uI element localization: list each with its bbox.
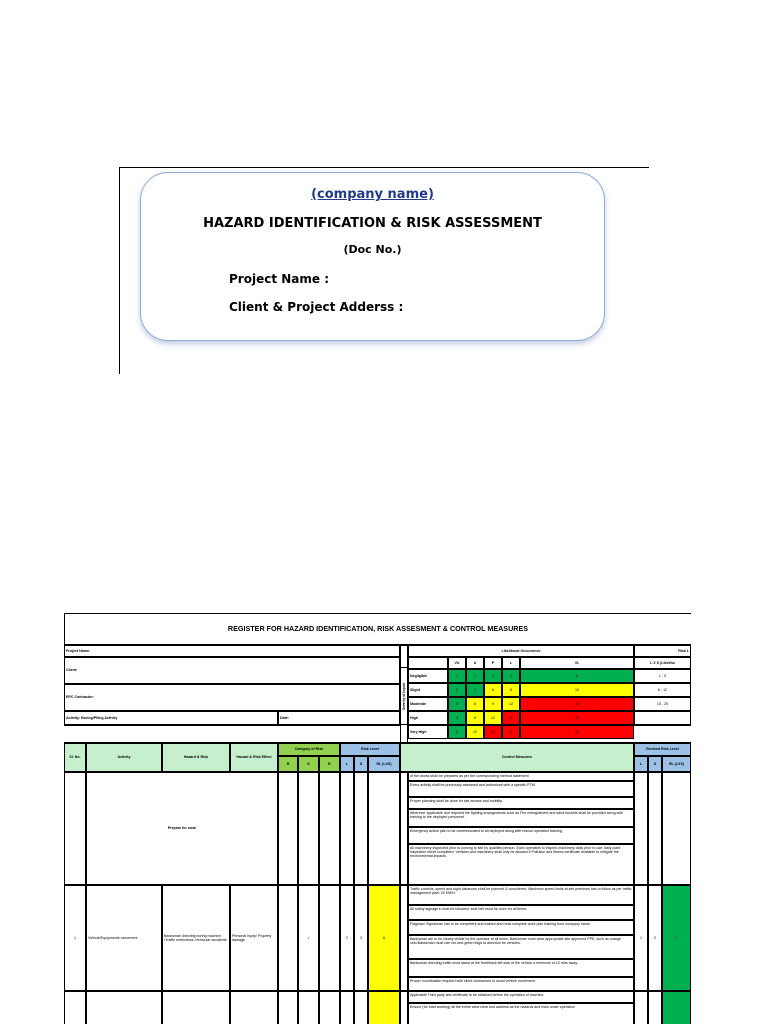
register-title: REGISTER FOR HAZARD IDENTIFICATION, RISK ASSESMENT & CONTROL MEASURES	[64, 614, 691, 644]
row2-control-0: Applicable Third party test certificate to be obtained before the operation of machine.	[408, 991, 634, 1003]
row0-control-0: of the works shall be prepared as per the corresponding method statement.	[408, 772, 634, 781]
risk-band-high: 15 - 25	[634, 697, 691, 711]
row2-e	[319, 991, 340, 1024]
row2-activity	[86, 991, 162, 1024]
col-risk-l: L	[340, 756, 354, 772]
matrix-cell-r4-c3: 20	[502, 725, 520, 739]
row2-s	[298, 991, 319, 1024]
row0-control-1: Every activity shall be previously assessed and authorized with a specific PTW.	[408, 781, 634, 797]
row2-rev-rl	[662, 991, 691, 1024]
client-cell: Client:	[64, 657, 400, 684]
col-activity: Activity	[86, 743, 162, 772]
row0-rev-l	[634, 772, 648, 885]
severity-row-negligible: Negligible	[408, 669, 448, 683]
matrix-cell-r0-c1: 2	[466, 669, 484, 683]
doc-number: (Doc No.)	[343, 243, 402, 256]
matrix-cell-r2-c3: 12	[502, 697, 520, 711]
row0-h	[278, 772, 298, 885]
matrix-cell-r4-c4: 25	[520, 725, 634, 739]
matrix-cell-r1-c2: 6	[484, 683, 502, 697]
col-revised-risk-level: Revised Risk Level	[634, 743, 691, 756]
row1-gutter	[400, 885, 408, 991]
col-category-h: H	[278, 756, 298, 772]
risk-band-empty-1	[634, 711, 691, 725]
likelihood-header: Likelihood Occurrence	[408, 645, 634, 657]
matrix-cell-r0-c2: 3	[484, 669, 502, 683]
risk-level-legend-header: Risk L	[634, 645, 691, 657]
likelihood-col-vu: VU	[448, 657, 466, 669]
project-name-label: Project Name :	[229, 272, 329, 286]
row1-control-1: All safety signage's must be followed, seat belt must be worn for all times.	[408, 905, 634, 920]
matrix-cell-r0-c3: 4	[502, 669, 520, 683]
row2-h	[278, 991, 298, 1024]
row2-sl-no	[64, 991, 86, 1024]
row1-s: √	[298, 885, 319, 991]
epc-contractor-cell: EPC Contractor:	[64, 684, 400, 711]
matrix-cell-r1-c0: 2	[448, 683, 466, 697]
client-address-label: Client & Project Adderss :	[229, 300, 404, 314]
row0-rev-rl	[662, 772, 691, 885]
document-title: HAZARD IDENTIFICATION & RISK ASSESSMENT	[203, 216, 542, 231]
row1-rl: 6	[368, 885, 400, 991]
matrix-corner	[408, 657, 448, 669]
row1-hazard: Banksman directing boring machine •Traffic restrictions •Vehicular accidents	[162, 885, 230, 991]
row1-control-0: Traffic controls, speed and sight distances shall be planned & considered. Maximum speed limits at site premises has to follow as per traffic management plan: 20 KM/H.	[408, 885, 634, 905]
col-control-measures: Control Measures	[400, 743, 634, 772]
col-revised-rl: RL (LXS)	[662, 756, 691, 772]
row0-s	[298, 772, 319, 885]
likelihood-col-vl: VL	[520, 657, 634, 669]
severity-row-high: High	[408, 711, 448, 725]
severity-axis-label: Severity of Impact	[400, 667, 408, 725]
row2-rev-s	[648, 991, 662, 1024]
row0-activity: Prepare for work	[86, 772, 278, 885]
row1-e	[319, 885, 340, 991]
row1-sv: 3	[354, 885, 368, 991]
col-revised-l: L	[634, 756, 648, 772]
matrix-cell-r0-c4: 5	[520, 669, 634, 683]
row1-effect: Personal injury/ Property damage	[230, 885, 278, 991]
matrix-cell-r3-c1: 8	[466, 711, 484, 725]
row0-control-2: Proper planning shall be done for site access and mobility.	[408, 797, 634, 809]
project-name-cell: Project Name:	[64, 645, 400, 657]
col-risk-rl: RL (LXS)	[368, 756, 400, 772]
row1-l: 2	[340, 885, 354, 991]
col-risk-level: Risk Level	[340, 743, 400, 756]
likelihood-col-u: U	[466, 657, 484, 669]
matrix-cell-r4-c0: 5	[448, 725, 466, 739]
activity-cell: Activity: Boring/Piling Activity	[64, 711, 278, 725]
likelihood-col-p: P	[484, 657, 502, 669]
company-name: (company name)	[311, 187, 434, 202]
row2-effect	[230, 991, 278, 1024]
matrix-cell-r1-c1: 4	[466, 683, 484, 697]
col-revised-s: S	[648, 756, 662, 772]
row1-control-2: Flagman/ Signalman has to be competent and trained and must complete work plan training from company name.	[408, 920, 634, 935]
row2-hazard	[162, 991, 230, 1024]
cover-left-border	[119, 168, 120, 374]
matrix-cell-r1-c4: 10	[520, 683, 634, 697]
risk-band-low: 1 - 5	[634, 669, 691, 683]
risk-bands-header: L X S (Likeliho	[634, 657, 691, 669]
row2-gutter	[400, 991, 408, 1024]
row2-rl	[368, 991, 400, 1024]
col-sl-no: Sl. No.	[64, 743, 86, 772]
matrix-cell-r3-c3: 16	[502, 711, 520, 725]
risk-band-medium: 6 - 12	[634, 683, 691, 697]
row0-control-4: Emergency action plan to be communicated to all deployed along with rescue operation training.	[408, 827, 634, 844]
row1-rev-s: 2	[648, 885, 662, 991]
matrix-cell-r2-c2: 9	[484, 697, 502, 711]
row1-control-3: Banksman are to be clearly visible by the operator at all times. Banksman must wear appropriate site approved PPE, such as orange vest.Banksman must use red and green flags to direction for vehicles.	[408, 935, 634, 959]
row1-activity: Vehicle/Equipments movement	[86, 885, 162, 991]
severity-row-very-high: Very High	[408, 725, 448, 739]
row1-rev-l: 1	[634, 885, 648, 991]
matrix-cell-r4-c2: 15	[484, 725, 502, 739]
matrix-cell-r4-c1: 10	[466, 725, 484, 739]
row1-rev-rl: 2	[662, 885, 691, 991]
severity-row-slight: Slight	[408, 683, 448, 697]
row1-sl-no: 1	[64, 885, 86, 991]
row1-control-5: Proper coordination required with client contractors to avoid vehicle movement.	[408, 977, 634, 991]
risk-register-sheet	[64, 613, 691, 1024]
row0-control-3: Wherever applicable and required fire fighting arrangements such as Fire extinguishers and sand buckets shall be provided along with training to the deployed personnel.	[408, 809, 634, 827]
row0-rev-s	[648, 772, 662, 885]
matrix-cell-r2-c0: 3	[448, 697, 466, 711]
cover-top-border	[119, 167, 649, 168]
col-hazard-risk: Hazard & Risk	[162, 743, 230, 772]
matrix-cell-r2-c1: 6	[466, 697, 484, 711]
matrix-cell-r2-c4: 15	[520, 697, 634, 711]
matrix-cell-r3-c4: 20	[520, 711, 634, 725]
severity-row-moderate: Moderate	[408, 697, 448, 711]
row1-h	[278, 885, 298, 991]
row2-sv	[354, 991, 368, 1024]
matrix-cell-r1-c3: 8	[502, 683, 520, 697]
row0-control-5: All machinery inspected prior to coming to site by qualified person. Each operators to inspect machinery daily prior to use; daily plant inspection sheet completed. Vehicles and machinery shall only be allowed if Pollution and fitness certificate available to mitigate the environmental impacts.	[408, 844, 634, 885]
row0-gutter	[400, 772, 408, 885]
date-cell: Date:	[278, 711, 400, 725]
row1-control-4: Banksman directing traffic must stand at the front/back left side of the vehicle a minimum of 10 mtrs away.	[408, 959, 634, 977]
matrix-cell-r3-c0: 4	[448, 711, 466, 725]
row0-l	[340, 772, 354, 885]
row0-sl-no	[64, 772, 86, 885]
row2-l	[340, 991, 354, 1024]
row0-rl	[368, 772, 400, 885]
col-risk-s: S	[354, 756, 368, 772]
likelihood-col-l: L	[502, 657, 520, 669]
row2-rev-l	[634, 991, 648, 1024]
row0-sv	[354, 772, 368, 885]
cover-title-box	[140, 172, 605, 341]
matrix-cell-r3-c2: 12	[484, 711, 502, 725]
row0-e	[319, 772, 340, 885]
col-category-s: S	[298, 756, 319, 772]
matrix-cell-r0-c0: 1	[448, 669, 466, 683]
col-hazard-effect: Hazard & Risk Effect	[230, 743, 278, 772]
col-category-e: E	[319, 756, 340, 772]
row2-control-1: Ensure (for start working) all the entire area clear and address as the hazards and risks under operation	[408, 1003, 634, 1024]
col-category-of-risk: Category of Risk	[278, 743, 340, 756]
